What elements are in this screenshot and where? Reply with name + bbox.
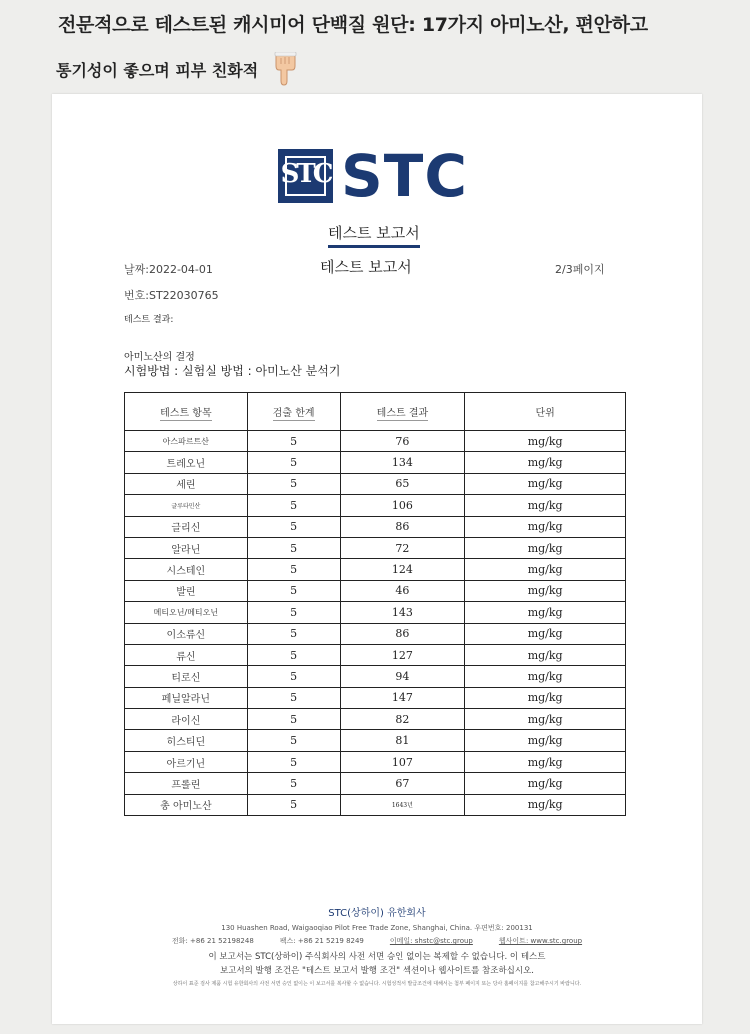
cell-unit: mg/kg [465, 730, 626, 751]
page-number: 2/3페이지 [555, 263, 605, 276]
cell-test-item: 총 아미노산 [125, 794, 248, 815]
table-row [125, 644, 626, 665]
table-row [125, 516, 626, 537]
header-detection-limit: 검출 한계 [247, 393, 340, 431]
cell-unit: mg/kg [465, 687, 626, 708]
footer-address: 130 Huashen Road, Waigaoqiao Pilot Free Trade Zone, Shanghai, China. 우편번호: 200131 [221, 924, 533, 932]
cell-test-result: 81 [340, 730, 465, 751]
section-title: 아미노산의 결정 [124, 352, 195, 363]
table-row [125, 730, 626, 751]
cell-detection-limit: 5 [247, 516, 340, 537]
cell-test-item: 페닐알라닌 [125, 687, 248, 708]
cell-unit: mg/kg [465, 580, 626, 601]
cell-test-result: 76 [340, 431, 465, 452]
caption-subline-text: 통기성이 좋으며 피부 친화적 [56, 60, 259, 80]
cell-test-result: 134 [340, 452, 465, 473]
cell-detection-limit: 5 [247, 602, 340, 623]
cell-detection-limit: 5 [247, 687, 340, 708]
cell-detection-limit: 5 [247, 580, 340, 601]
cell-test-result: 124 [340, 559, 465, 580]
result-label: 테스트 결과: [124, 315, 174, 325]
cell-test-result: 82 [340, 709, 465, 730]
cell-detection-limit: 5 [247, 644, 340, 665]
table-row [125, 623, 626, 644]
footer-fax: 팩스: +86 21 5219 8249 [279, 937, 364, 945]
footer-fine-print: 상하이 표준 검사 제품 시험 유한회사의 사전 서면 승인 없이는 이 보고서를 복사할 수 없습니다. 시험성적서 발급조건에 대해서는 첨부 페이지 또는 당사 홈페이지를 참고해주시기 바랍니다. [172, 981, 582, 987]
footer-notice-1: 이 보고서는 STC(상하이) 주식회사의 사전 서면 승인 없이는 복제할 수 없습니다. 이 테스트 [208, 952, 546, 962]
cell-unit: mg/kg [465, 794, 626, 815]
cell-test-result: 72 [340, 537, 465, 558]
footer-contact [52, 936, 702, 946]
footer-email-link[interactable]: 이메일: shstc@stc.group [389, 937, 473, 945]
cell-detection-limit: 5 [247, 473, 340, 494]
logo-text: STC [341, 142, 468, 210]
report-title: 테스트 보고서 [328, 222, 420, 248]
cell-detection-limit: 5 [247, 773, 340, 794]
cell-test-item: 아르기닌 [125, 751, 248, 772]
cell-test-result: 127 [340, 644, 465, 665]
cell-detection-limit: 5 [247, 431, 340, 452]
header-test-result: 테스트 결과 [340, 393, 465, 431]
cell-test-item: 트레오닌 [125, 452, 248, 473]
table-header-row [125, 393, 626, 431]
report-subtitle: 테스트 보고서 [320, 258, 412, 276]
cell-test-result: 107 [340, 751, 465, 772]
cell-unit: mg/kg [465, 623, 626, 644]
report-date: 날짜:2022-04-01 [124, 263, 213, 276]
table-row [125, 751, 626, 772]
cell-test-result: 46 [340, 580, 465, 601]
test-report-document [52, 94, 702, 1024]
stc-logo [278, 142, 468, 210]
test-method: 시험방법 : 실험실 방법 : 아미노산 분석기 [124, 364, 341, 378]
cell-detection-limit: 5 [247, 730, 340, 751]
header-unit: 단위 [465, 393, 626, 431]
cell-unit: mg/kg [465, 644, 626, 665]
cell-test-result: 106 [340, 495, 465, 516]
cell-detection-limit: 5 [247, 794, 340, 815]
cell-detection-limit: 5 [247, 537, 340, 558]
cell-detection-limit: 5 [247, 623, 340, 644]
table-row [125, 709, 626, 730]
report-number: 번호:ST22030765 [124, 289, 219, 302]
cell-detection-limit: 5 [247, 709, 340, 730]
cell-test-result: 67 [340, 773, 465, 794]
cell-unit: mg/kg [465, 773, 626, 794]
cell-unit: mg/kg [465, 751, 626, 772]
cell-unit: mg/kg [465, 452, 626, 473]
footer-website-link[interactable]: 웹사이트: www.stc.group [498, 937, 583, 945]
table-row [125, 666, 626, 687]
cell-test-item: 티로신 [125, 666, 248, 687]
table-row [125, 495, 626, 516]
cell-detection-limit: 5 [247, 452, 340, 473]
table-row [125, 773, 626, 794]
cell-unit: mg/kg [465, 473, 626, 494]
cell-unit: mg/kg [465, 602, 626, 623]
cell-test-result: 1643년 [340, 794, 465, 815]
footer-company: STC(상하이) 유한회사 [328, 908, 426, 919]
table-row [125, 559, 626, 580]
cell-test-item: 아스파르트산 [125, 431, 248, 452]
amino-acid-results-table [124, 392, 626, 816]
pointing-down-hand-icon [272, 52, 298, 86]
cell-test-result: 143 [340, 602, 465, 623]
cell-test-item: 이소류신 [125, 623, 248, 644]
cell-detection-limit: 5 [247, 666, 340, 687]
cell-detection-limit: 5 [247, 559, 340, 580]
table-row [125, 794, 626, 815]
logo-glyph: STC [280, 159, 331, 189]
cell-test-result: 86 [340, 623, 465, 644]
caption-headline: 전문적으로 테스트된 캐시미어 단백질 원단: 17가지 아미노산, 편안하고 [58, 14, 648, 36]
cell-unit: mg/kg [465, 709, 626, 730]
cell-unit: mg/kg [465, 537, 626, 558]
table-row [125, 537, 626, 558]
table-row [125, 431, 626, 452]
cell-test-result: 94 [340, 666, 465, 687]
footer-phone: 전화: +86 21 52198248 [171, 937, 254, 945]
cell-test-result: 65 [340, 473, 465, 494]
cell-unit: mg/kg [465, 516, 626, 537]
table-row [125, 687, 626, 708]
cell-unit: mg/kg [465, 495, 626, 516]
cell-unit: mg/kg [465, 559, 626, 580]
cell-test-item: 세린 [125, 473, 248, 494]
cell-unit: mg/kg [465, 431, 626, 452]
cell-test-item: 알라닌 [125, 537, 248, 558]
cell-test-result: 147 [340, 687, 465, 708]
cell-test-result: 86 [340, 516, 465, 537]
cell-detection-limit: 5 [247, 751, 340, 772]
report-footer [52, 904, 702, 987]
cell-test-item: 시스테인 [125, 559, 248, 580]
table-row [125, 602, 626, 623]
cell-detection-limit: 5 [247, 495, 340, 516]
cell-test-item: 글루타민산 [125, 495, 248, 516]
table-row [125, 473, 626, 494]
cell-unit: mg/kg [465, 666, 626, 687]
cell-test-item: 글리신 [125, 516, 248, 537]
cell-test-item: 발린 [125, 580, 248, 601]
caption-subline [56, 52, 298, 86]
cell-test-item: 류신 [125, 644, 248, 665]
cell-test-item: 히스티딘 [125, 730, 248, 751]
stc-logo-mark [278, 149, 333, 203]
cell-test-item: 라이신 [125, 709, 248, 730]
header-test-item: 테스트 항목 [125, 393, 248, 431]
table-row [125, 580, 626, 601]
footer-notice-2: 보고서의 발행 조건은 "테스트 보고서 발행 조건" 섹션이나 웹사이트를 참조하십시오. [219, 966, 534, 976]
cell-test-item: 프롤린 [125, 773, 248, 794]
cell-test-item: 메티오닌/메티오닌 [125, 602, 248, 623]
table-row [125, 452, 626, 473]
